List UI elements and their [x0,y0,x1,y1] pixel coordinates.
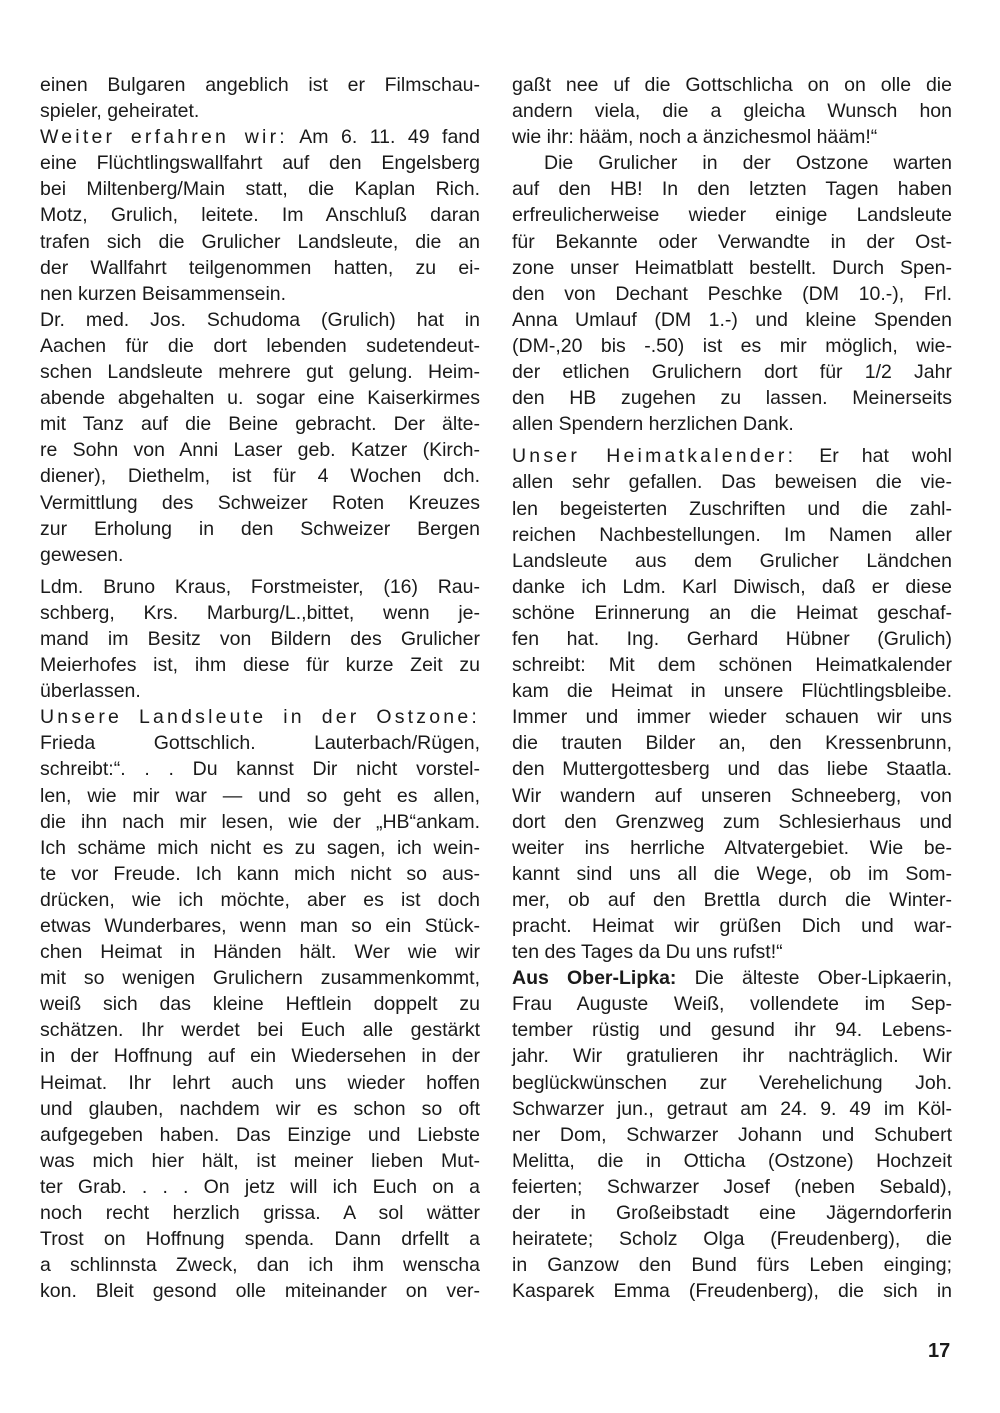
text-line [40,809,480,835]
line-text: Melitta, die in Otticha (Ostzone) Hochzeit [512,1149,952,1172]
line-text: die ihn nach mir lesen, wie der „HB“ankam. [40,810,480,833]
text-line [512,1070,952,1096]
line-text: kon. Bleit gesond olle miteinander on ver- [40,1280,480,1303]
text-line [40,333,480,359]
text-line [512,255,952,281]
text-line [512,965,952,991]
text-line [512,626,952,652]
text-line [40,835,480,861]
line-text: schen Landsleute mehrere gut gelung. Heim- [40,361,480,384]
text-line [40,411,480,437]
line-text: gaßt nee uf die Gottschlicha on on olle die [512,74,952,96]
text-line [40,600,480,626]
line-text: was mich hier hält, ist meiner lieben Mut- [40,1149,480,1172]
text-line [40,1226,480,1252]
page-number: 17 [928,1340,951,1362]
line-text: nen kurzen Beisammensein. [40,282,287,305]
line-text: Er hat wohl [796,445,953,468]
line-text: allen Spendern herzlichen Dank. [512,413,794,436]
text-line [512,600,952,626]
line-text: den Muttergottesberg und das liebe Staatla. [512,758,952,781]
text-line [40,1017,480,1043]
text-line [512,202,952,228]
text-line [512,1174,952,1200]
text-line [512,783,952,809]
text-line [512,496,952,522]
text-line [40,678,480,704]
text-line [512,98,952,124]
text-line [512,1226,952,1252]
line-text: ter Grab. . . . On jetz will ich Euch on a [40,1175,480,1198]
line-text: pracht. Heimat wir grüßen Dich und war- [512,915,952,937]
text-line [40,229,480,255]
text-line [512,678,952,704]
text-line [512,281,952,307]
text-line [40,861,480,887]
line-text: dort den Grenzweg zum Schlesierhaus und [512,810,952,833]
text-line [512,730,952,756]
text-line [512,548,952,574]
line-text: auf den HB! In den letzten Tagen haben [512,178,952,201]
line-text: gewesen. [40,543,124,566]
line-text: chen Heimat in Händen hält. Wer wie wir [40,941,480,964]
text-line [512,704,952,730]
text-line [512,1122,952,1148]
text-line [512,150,952,176]
text-line [512,809,952,835]
right-column [512,72,952,1304]
text-line [40,1174,480,1200]
text-line [512,861,952,887]
text-line [40,124,480,150]
text-line [40,1122,480,1148]
section-lead: Weiter erfahren wir: [40,126,288,149]
text-line [512,72,952,98]
text-line [512,1200,952,1226]
line-text: Frau Auguste Weiß, vollendete im Sep- [512,993,952,1016]
text-line [40,255,480,281]
line-text: Heimat. Ihr lehrt auch uns wieder hoffen [40,1071,480,1094]
line-text: len begeisterten Zuschriften und die zahl- [512,497,952,520]
line-text: Frieda Gottschlich. Lauterbach/Rügen, [40,732,480,755]
line-text: reichen Nachbestellungen. Im Namen aller [512,523,952,546]
text-line [40,72,480,98]
text-line [512,359,952,385]
text-line [40,991,480,1017]
text-line [512,176,952,202]
text-line [512,411,952,437]
text-line [512,652,952,678]
line-text: diener), Diethelm, ist für 4 Wochen dch. [40,465,480,488]
text-line [40,730,480,756]
text-line [40,307,480,333]
text-line [40,783,480,809]
text-line [40,463,480,489]
text-line [40,1278,480,1304]
text-line [40,385,480,411]
line-text: drücken, wie ich möchte, aber es ist doch [40,888,480,911]
section-lead: Unser Heimatkalender: [512,445,797,468]
line-text: kam die Heimat in unsere Flüchtlingsbleibe. [512,680,952,703]
text-line [512,835,952,861]
text-line [40,939,480,965]
text-line [512,991,952,1017]
line-text: für Bekannte oder Verwandte in der Ost- [512,230,952,253]
section-lead: Unsere Landsleute in der Ostzone: [40,706,480,729]
line-text: mit so wenigen Grulichern zusammenkommt, [40,967,480,990]
text-line [512,1278,952,1304]
text-line [40,542,480,568]
line-text: den von Dechant Peschke (DM 10.-), Frl. [512,282,952,305]
line-text: der Wallfahrt teilgenommen hatten, zu ei- [40,256,480,279]
line-text: weiß sich das kleine Heftlein doppelt zu [40,993,480,1016]
line-text: zone unser Heimatblatt bestellt. Durch Spen- [512,256,952,279]
text-line [40,652,480,678]
line-text: erfreulicherweise wieder einige Landsleute [512,204,952,227]
line-text: Schwarzer jun., getraut am 24. 9. 49 im Köl- [512,1097,952,1120]
line-text: noch recht herzlich grissa. A sol wätter [40,1202,480,1225]
text-line [40,887,480,913]
line-text: in Ganzow den Bund fürs Leben einging; [512,1254,952,1277]
line-text: einen Bulgaren angeblich ist er Filmschau- [40,74,480,96]
text-line [512,469,952,495]
line-text: tember rüstig und gesund ihr 94. Lebens- [512,1019,952,1042]
line-text: wie ihr: hääm, noch a änzichesmol hääm!“ [512,126,878,149]
line-text: Aachen für die dort lebenden sudetendeut- [40,334,480,357]
line-text: schätzen. Ihr werdet bei Euch alle gestärkt [40,1019,480,1042]
line-text: spieler, geheiratet. [40,100,200,123]
line-text: aufgegeben haben. Das Einzige und Liebste [40,1123,480,1146]
line-text: abende abgehalten u. sogar eine Kaiserkirmes [40,387,480,410]
line-text: te vor Freude. Ich kann mich nicht so aus- [40,862,480,885]
line-text: Ich schäme mich nicht es zu sagen, ich wein- [40,836,480,859]
line-text: etwas Wunderbares, wenn man so ein Stück- [40,915,480,937]
line-text: Dr. med. Jos. Schudoma (Grulich) hat in [40,308,480,331]
line-text: schreibt: Mit dem schönen Heimatkalender [512,654,952,677]
line-text: kannt sind uns all die Wege, ob im Som- [512,862,952,885]
text-line [40,150,480,176]
text-line [512,333,952,359]
line-text: und glauben, nachdem wir es schon so oft [40,1097,480,1120]
line-text: a schlinnsta Zweck, dan ich ihm wenscha [40,1254,480,1277]
text-line [40,1252,480,1278]
text-line [40,913,480,939]
text-line [512,756,952,782]
line-text: jahr. Wir gratulieren ihr nachträglich. Wir [512,1045,952,1068]
line-text: re Sohn von Anni Laser geb. Katzer (Kirch- [40,439,480,462]
text-line [40,1148,480,1174]
text-line [40,756,480,782]
line-text: beglückwünschen zur Verehelichung Joh. [512,1071,952,1094]
text-line [512,1043,952,1069]
line-text: Die Grulicher in der Ostzone warten [544,152,952,175]
text-line [40,1043,480,1069]
line-text: fen hat. Ing. Gerhard Hübner (Grulich) [512,627,952,650]
line-text: überlassen. [40,680,141,703]
text-line [512,124,952,150]
text-line [40,516,480,542]
text-line [512,1017,952,1043]
line-text: Trost on Hoffnung spenda. Dann drfellt a [40,1228,480,1251]
line-text: ner Dom, Schwarzer Johann und Schubert [512,1123,952,1146]
line-text: Meierhofes ist, ihm diese für kurze Zeit zu [40,654,480,677]
line-text: ten des Tages da Du uns rufst!“ [512,941,783,964]
line-text: mit Tanz auf die Beine gebracht. Der älte- [40,413,480,436]
text-line [512,939,952,965]
text-line [40,281,480,307]
text-line [512,443,952,469]
left-column [40,72,480,1304]
line-text: Anna Umlauf (DM 1.-) und kleine Spenden [512,308,952,331]
line-text: Kasparek Emma (Freudenberg), die sich in [512,1280,952,1303]
text-line [40,626,480,652]
line-text: zur Erholung in den Schweizer Bergen [40,517,480,540]
line-text: mand im Besitz von Bildern des Grulicher [40,627,480,650]
text-line [512,1096,952,1122]
line-text: Ldm. Bruno Kraus, Forstmeister, (16) Rau- [40,575,480,598]
line-text: die trauten Bilder an, den Kressenbrunn, [512,732,952,755]
line-text: trafen sich die Grulicher Landsleute, die an [40,230,480,253]
line-text: Die älteste Ober-Lipkaerin, [676,967,952,990]
line-text: weiter ins herrliche Altvatergebiet. Wie be- [512,836,952,859]
line-text: Vermittlung des Schweizer Roten Kreuzes [40,491,480,514]
line-text: Landsleute aus dem Grulicher Ländchen [512,549,952,572]
text-line [40,176,480,202]
line-text: allen sehr gefallen. Das beweisen die vie- [512,471,952,494]
text-line [40,1070,480,1096]
text-line [512,887,952,913]
line-text: heiratete; Scholz Olga (Freudenberg), die [512,1228,952,1251]
line-text: mer, ob auf den Brettla durch die Winter- [512,888,952,911]
text-line [512,574,952,600]
text-line [512,229,952,255]
line-text: schreibt:“. . . Du kannst Dir nicht vorstel- [40,758,480,781]
line-text: schberg, Krs. Marburg/L.,bittet, wenn je- [40,601,480,624]
line-text: eine Flüchtlingswallfahrt auf den Engelsberg [40,152,480,175]
line-text: (DM-,20 bis -.50) ist es mir möglich, wie- [512,334,952,357]
line-text: len, wie mir war — und so geht es allen, [40,784,480,807]
text-line [512,522,952,548]
text-line [40,1200,480,1226]
line-text: andern viela, die a gleicha Wunsch hon [512,100,952,123]
text-line [40,574,480,600]
text-line [512,385,952,411]
line-text: Immer und immer wieder schauen wir uns [512,706,952,729]
line-text: Motz, Grulich, leitete. Im Anschluß daran [40,204,480,227]
text-line [40,359,480,385]
text-line [40,490,480,516]
line-text: den HB zugehen zu lassen. Meinerseits [512,387,952,410]
text-line [40,202,480,228]
line-text: Wir wandern auf unseren Schneeberg, von [512,784,952,807]
text-line [512,913,952,939]
line-text: Am 6. 11. 49 fand [287,126,480,149]
section-lead: Aus Ober-Lipka: [512,967,677,990]
text-line [40,704,480,730]
text-line [40,965,480,991]
text-line [40,437,480,463]
line-text: in der Hoffnung auf ein Wiedersehen in der [40,1045,480,1068]
text-line [40,98,480,124]
text-line [512,307,952,333]
text-line [512,1252,952,1278]
text-line [512,1148,952,1174]
text-line [40,1096,480,1122]
line-text: der in Großeibstadt eine Jägerndorferin [512,1202,952,1225]
line-text: bei Miltenberg/Main statt, die Kaplan Rich. [40,178,480,201]
line-text: schöne Erinnerung an die Heimat geschaf- [512,601,952,624]
line-text: feierten; Schwarzer Josef (neben Sebald), [512,1175,952,1198]
line-text: danke ich Ldm. Karl Diwisch, daß er diese [512,575,952,598]
line-text: der etlichen Grulichern dort für 1/2 Jahr [512,361,952,384]
